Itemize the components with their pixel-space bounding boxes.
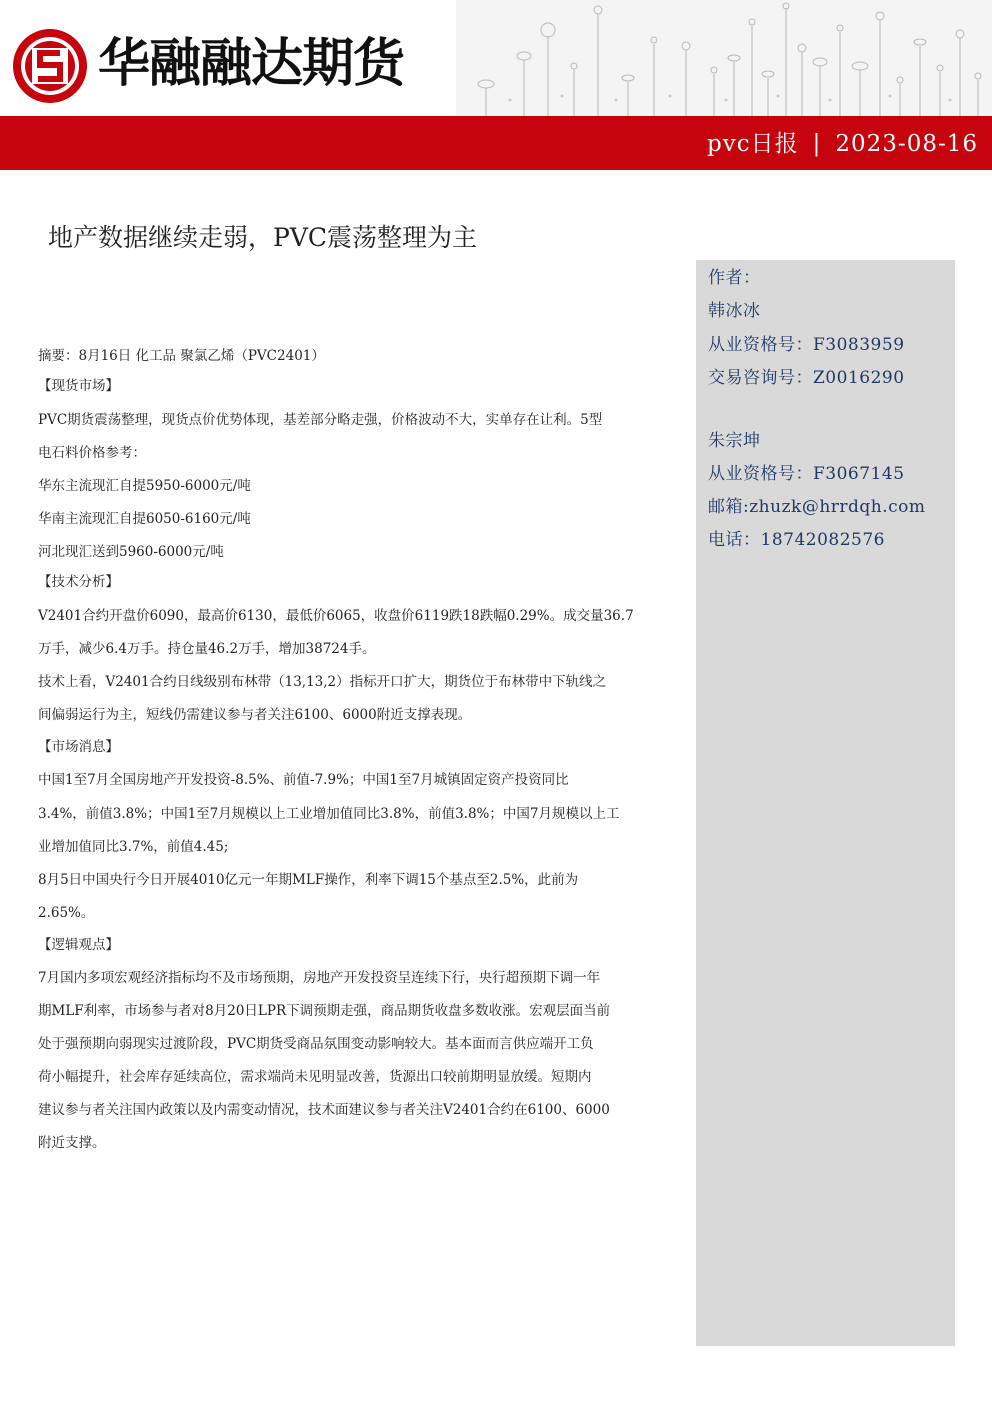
logic-line: 荷小幅提升，社会库存延续高位，需求端尚未见明显改善，货源出口较前期明显放缓。短期内 bbox=[38, 1069, 592, 1085]
news-line: 8月5日中国央行今日开展4010亿元一年期MLF操作，利率下调15个基点至2.5%，此前为 bbox=[38, 872, 579, 888]
section-heading-tech: 【技术分析】 bbox=[38, 574, 119, 590]
news-line: 业增加值同比3.7%，前值4.45; bbox=[38, 839, 229, 855]
logic-line: 建议参与者关注国内政策以及内需变动情况，技术面建议参与者关注V2401合约在6100、6000 bbox=[38, 1102, 610, 1118]
section-heading-logic: 【逻辑观点】 bbox=[38, 937, 119, 953]
author2-email: 邮箱:zhuzk@hrrdqh.com bbox=[708, 497, 926, 517]
tech-line: 技术上看，V2401合约日线级别布林带（13,13,2）指标开口扩大，期货位于布林带中下轨线之 bbox=[38, 674, 607, 690]
logic-line: 附近支撑。 bbox=[38, 1135, 106, 1151]
news-line: 中国1至7月全国房地产开发投资-8.5%、前值-7.9%；中国1至7月城镇固定资产投资同比 bbox=[38, 772, 569, 788]
page-title: 地产数据继续走弱，PVC震荡整理为主 bbox=[48, 223, 478, 252]
spot-line: 河北现汇送到5960-6000元/吨 bbox=[38, 544, 224, 560]
tech-line: V2401合约开盘价6090，最高价6130，最低价6065，收盘价6119跌18跌幅0.29%。成交量36.7 bbox=[38, 608, 634, 624]
brand-logo-icon bbox=[10, 26, 90, 106]
author1-advisory: 交易咨询号：Z0016290 bbox=[708, 368, 905, 388]
author-sidebar bbox=[696, 260, 955, 1346]
section-heading-news: 【市场消息】 bbox=[38, 739, 119, 755]
tech-line: 万手，减少6.4万手。持仓量46.2万手，增加38724手。 bbox=[38, 641, 376, 657]
author2-phone: 电话：18742082576 bbox=[708, 530, 885, 550]
page-header bbox=[0, 0, 992, 170]
spot-line: 华南主流现汇自提6050-6160元/吨 bbox=[38, 511, 251, 527]
report-info bbox=[707, 124, 978, 164]
report-type: pvc日报 bbox=[707, 131, 799, 157]
brand-name: 华融融达期货 bbox=[98, 34, 405, 94]
logic-line: 处于强预期向弱现实过渡阶段，PVC期货受商品氛围变动影响较大。基本面而言供应端开工负 bbox=[38, 1036, 594, 1052]
author2-license: 从业资格号：F3067145 bbox=[708, 464, 905, 484]
author1-name: 韩冰冰 bbox=[708, 301, 761, 321]
logic-line: 期MLF利率，市场参与者对8月20日LPR下调预期走强，商品期货收盘多数收涨。宏观层面当前 bbox=[38, 1003, 611, 1019]
tech-line: 间偏弱运行为主，短线仍需建议参与者关注6100、6000附近支撑表现。 bbox=[38, 707, 472, 723]
header-separator: | bbox=[812, 131, 822, 157]
summary: 摘要：8月16日 化工品 聚氯乙烯（PVC2401） bbox=[38, 348, 325, 364]
author-label: 作者： bbox=[708, 268, 761, 288]
logic-line: 7月国内多项宏观经济指标均不及市场预期，房地产开发投资呈连续下行，央行超预期下调一年 bbox=[38, 970, 601, 986]
decorative-pattern bbox=[456, 0, 992, 116]
author2-name: 朱宗坤 bbox=[708, 431, 761, 451]
news-line: 3.4%，前值3.8%；中国1至7月规模以上工业增加值同比3.8%，前值3.8%；中国7月规模以上工 bbox=[38, 806, 620, 822]
news-line: 2.65%。 bbox=[38, 905, 95, 921]
report-date: 2023-08-16 bbox=[835, 131, 978, 157]
spot-line: 电石料价格参考： bbox=[38, 445, 146, 461]
spot-line: 华东主流现汇自提5950-6000元/吨 bbox=[38, 478, 251, 494]
author1-license: 从业资格号：F3083959 bbox=[708, 335, 905, 355]
spot-line: PVC期货震荡整理，现货点价优势体现，基差部分略走强，价格波动不大，实单存在让利。5型 bbox=[38, 412, 603, 428]
section-heading-spot: 【现货市场】 bbox=[38, 378, 119, 394]
